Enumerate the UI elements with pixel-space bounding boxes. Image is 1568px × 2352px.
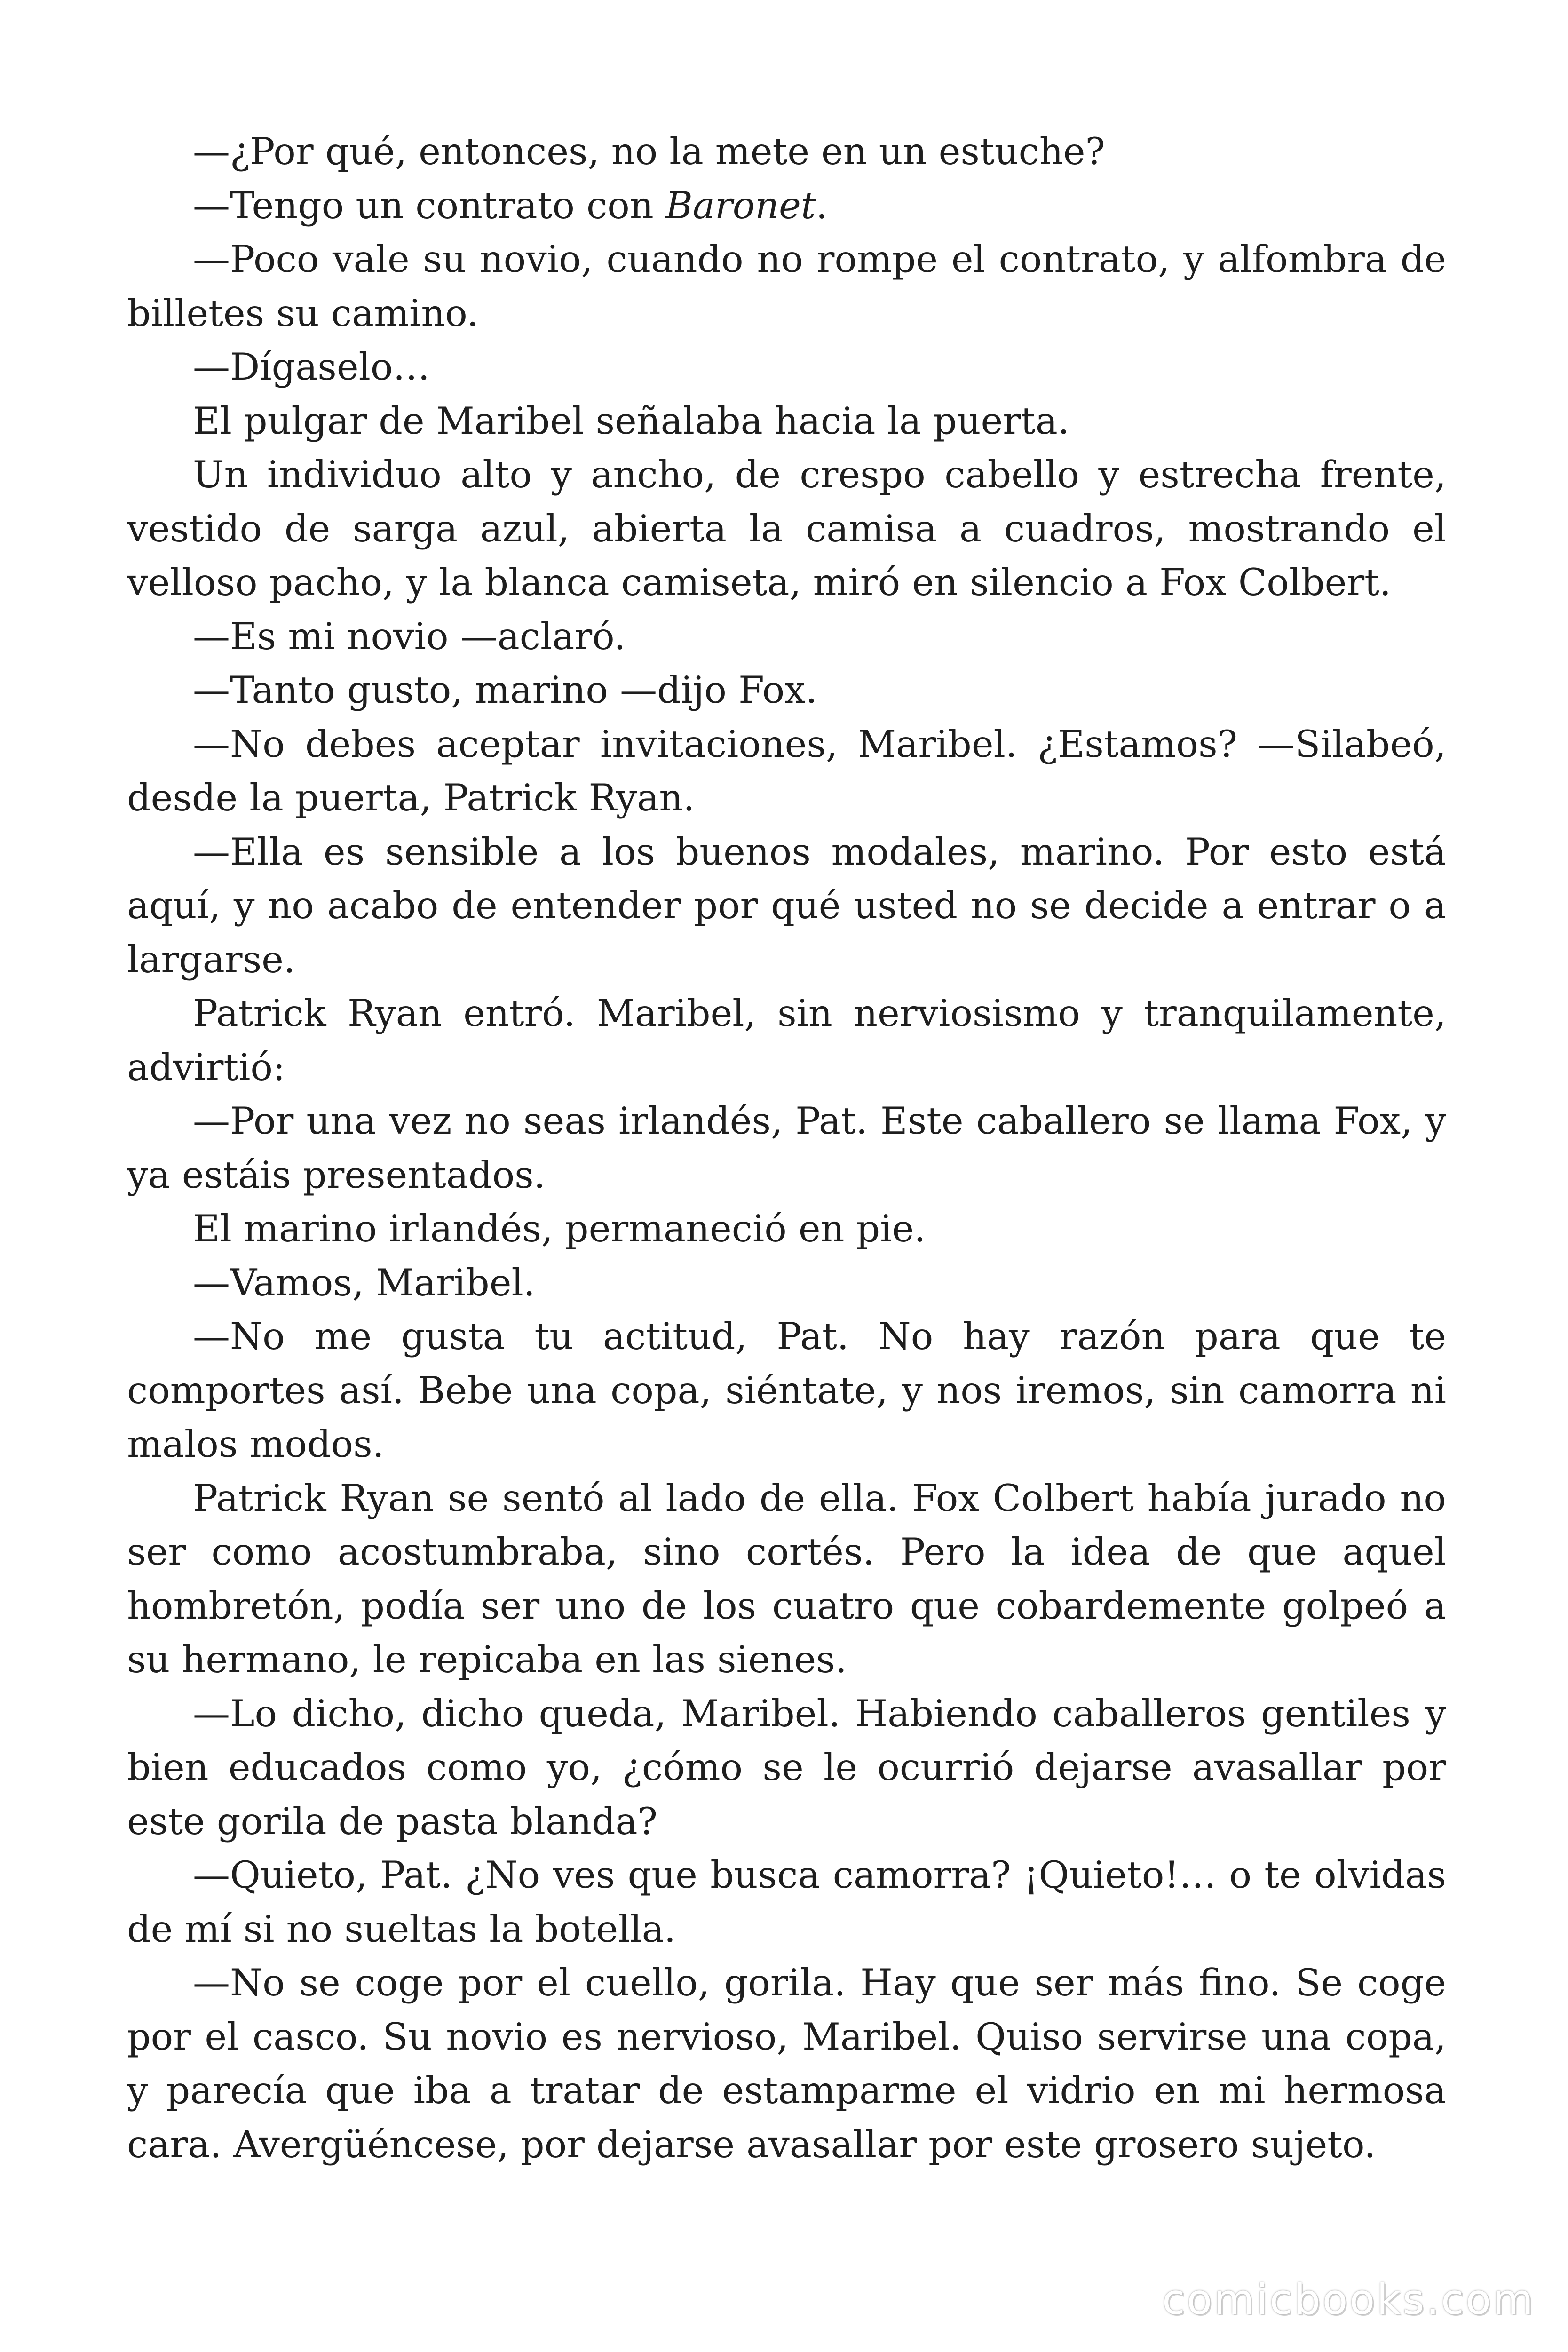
paragraph: —Quieto, Pat. ¿No ves que busca camorra? ¡Quieto!… o te olvidas de mí si no sueltas la botella. (127, 1853, 1446, 1951)
paragraph: Patrick Ryan entró. Maribel, sin nerviosismo y tranquilamente, advirtió: (127, 992, 1446, 1089)
paragraph: El pulgar de Maribel señalaba hacia la puerta. (193, 399, 1069, 443)
paragraph: —Lo dicho, dicho queda, Maribel. Habiendo caballeros gentiles y bien educados como yo, ¿cómo se le ocurrió dejarse avasallar por este gorila de pasta blanda? (127, 1692, 1446, 1843)
paragraph: —Vamos, Maribel. (193, 1261, 535, 1304)
paragraph: —Ella es sensible a los buenos modales, marino. Por esto está aquí, y no acabo de entender por qué usted no se decide a entrar o a largarse. (127, 830, 1446, 981)
page-body (127, 125, 1446, 2171)
paragraph: —¿Por qué, entonces, no la mete en un estuche? (193, 130, 1105, 173)
italic-title: Baronet (665, 183, 816, 227)
paragraph: —No debes aceptar invitaciones, Maribel. ¿Estamos? —Silabeó, desde la puerta, Patrick Ryan. (127, 722, 1446, 819)
paragraph: —Poco vale su novio, cuando no rompe el contrato, y alfombra de billetes su camino. (127, 238, 1446, 335)
paragraph: —No me gusta tu actitud, Pat. No hay razón para que te comportes así. Bebe una copa, siéntate, y nos iremos, sin camorra ni malos modos. (127, 1315, 1446, 1466)
paragraph: —Es mi novio —aclaró. (193, 614, 626, 658)
paragraph: —Por una vez no seas irlandés, Pat. Este caballero se llama Fox, y ya estáis presentados. (127, 1099, 1446, 1197)
paragraph: Patrick Ryan se sentó al lado de ella. Fox Colbert había jurado no ser como acostumbraba, sino cortés. Pero la idea de que aquel hombretón, podía ser uno de los cuatro que cobardemente golpeó a su hermano, le repicaba en las sienes. (127, 1476, 1446, 1681)
paragraph: —Dígaselo… (193, 345, 430, 389)
paragraph: —Tengo un contrato con Baronet. (193, 183, 828, 227)
paragraph: —No se coge por el cuello, gorila. Hay que ser más fino. Se coge por el casco. Su novio es nervioso, Maribel. Quiso servirse una copa, y parecía que iba a tratar de estamparme el vidrio en mi hermosa cara. Avergüéncese, por dejarse avasallar por este grosero sujeto. (127, 1961, 1446, 2166)
paragraph: —Tanto gusto, marino —dijo Fox. (193, 668, 817, 712)
paragraph: Un individuo alto y ancho, de crespo cabello y estrecha frente, vestido de sarga azul, abierta la camisa a cuadros, mostrando el velloso pacho, y la blanca camiseta, miró en silencio a Fox Colbert. (127, 453, 1446, 604)
paragraph: El marino irlandés, permaneció en pie. (193, 1207, 926, 1250)
watermark: comicbooks.com (1162, 2275, 1535, 2324)
